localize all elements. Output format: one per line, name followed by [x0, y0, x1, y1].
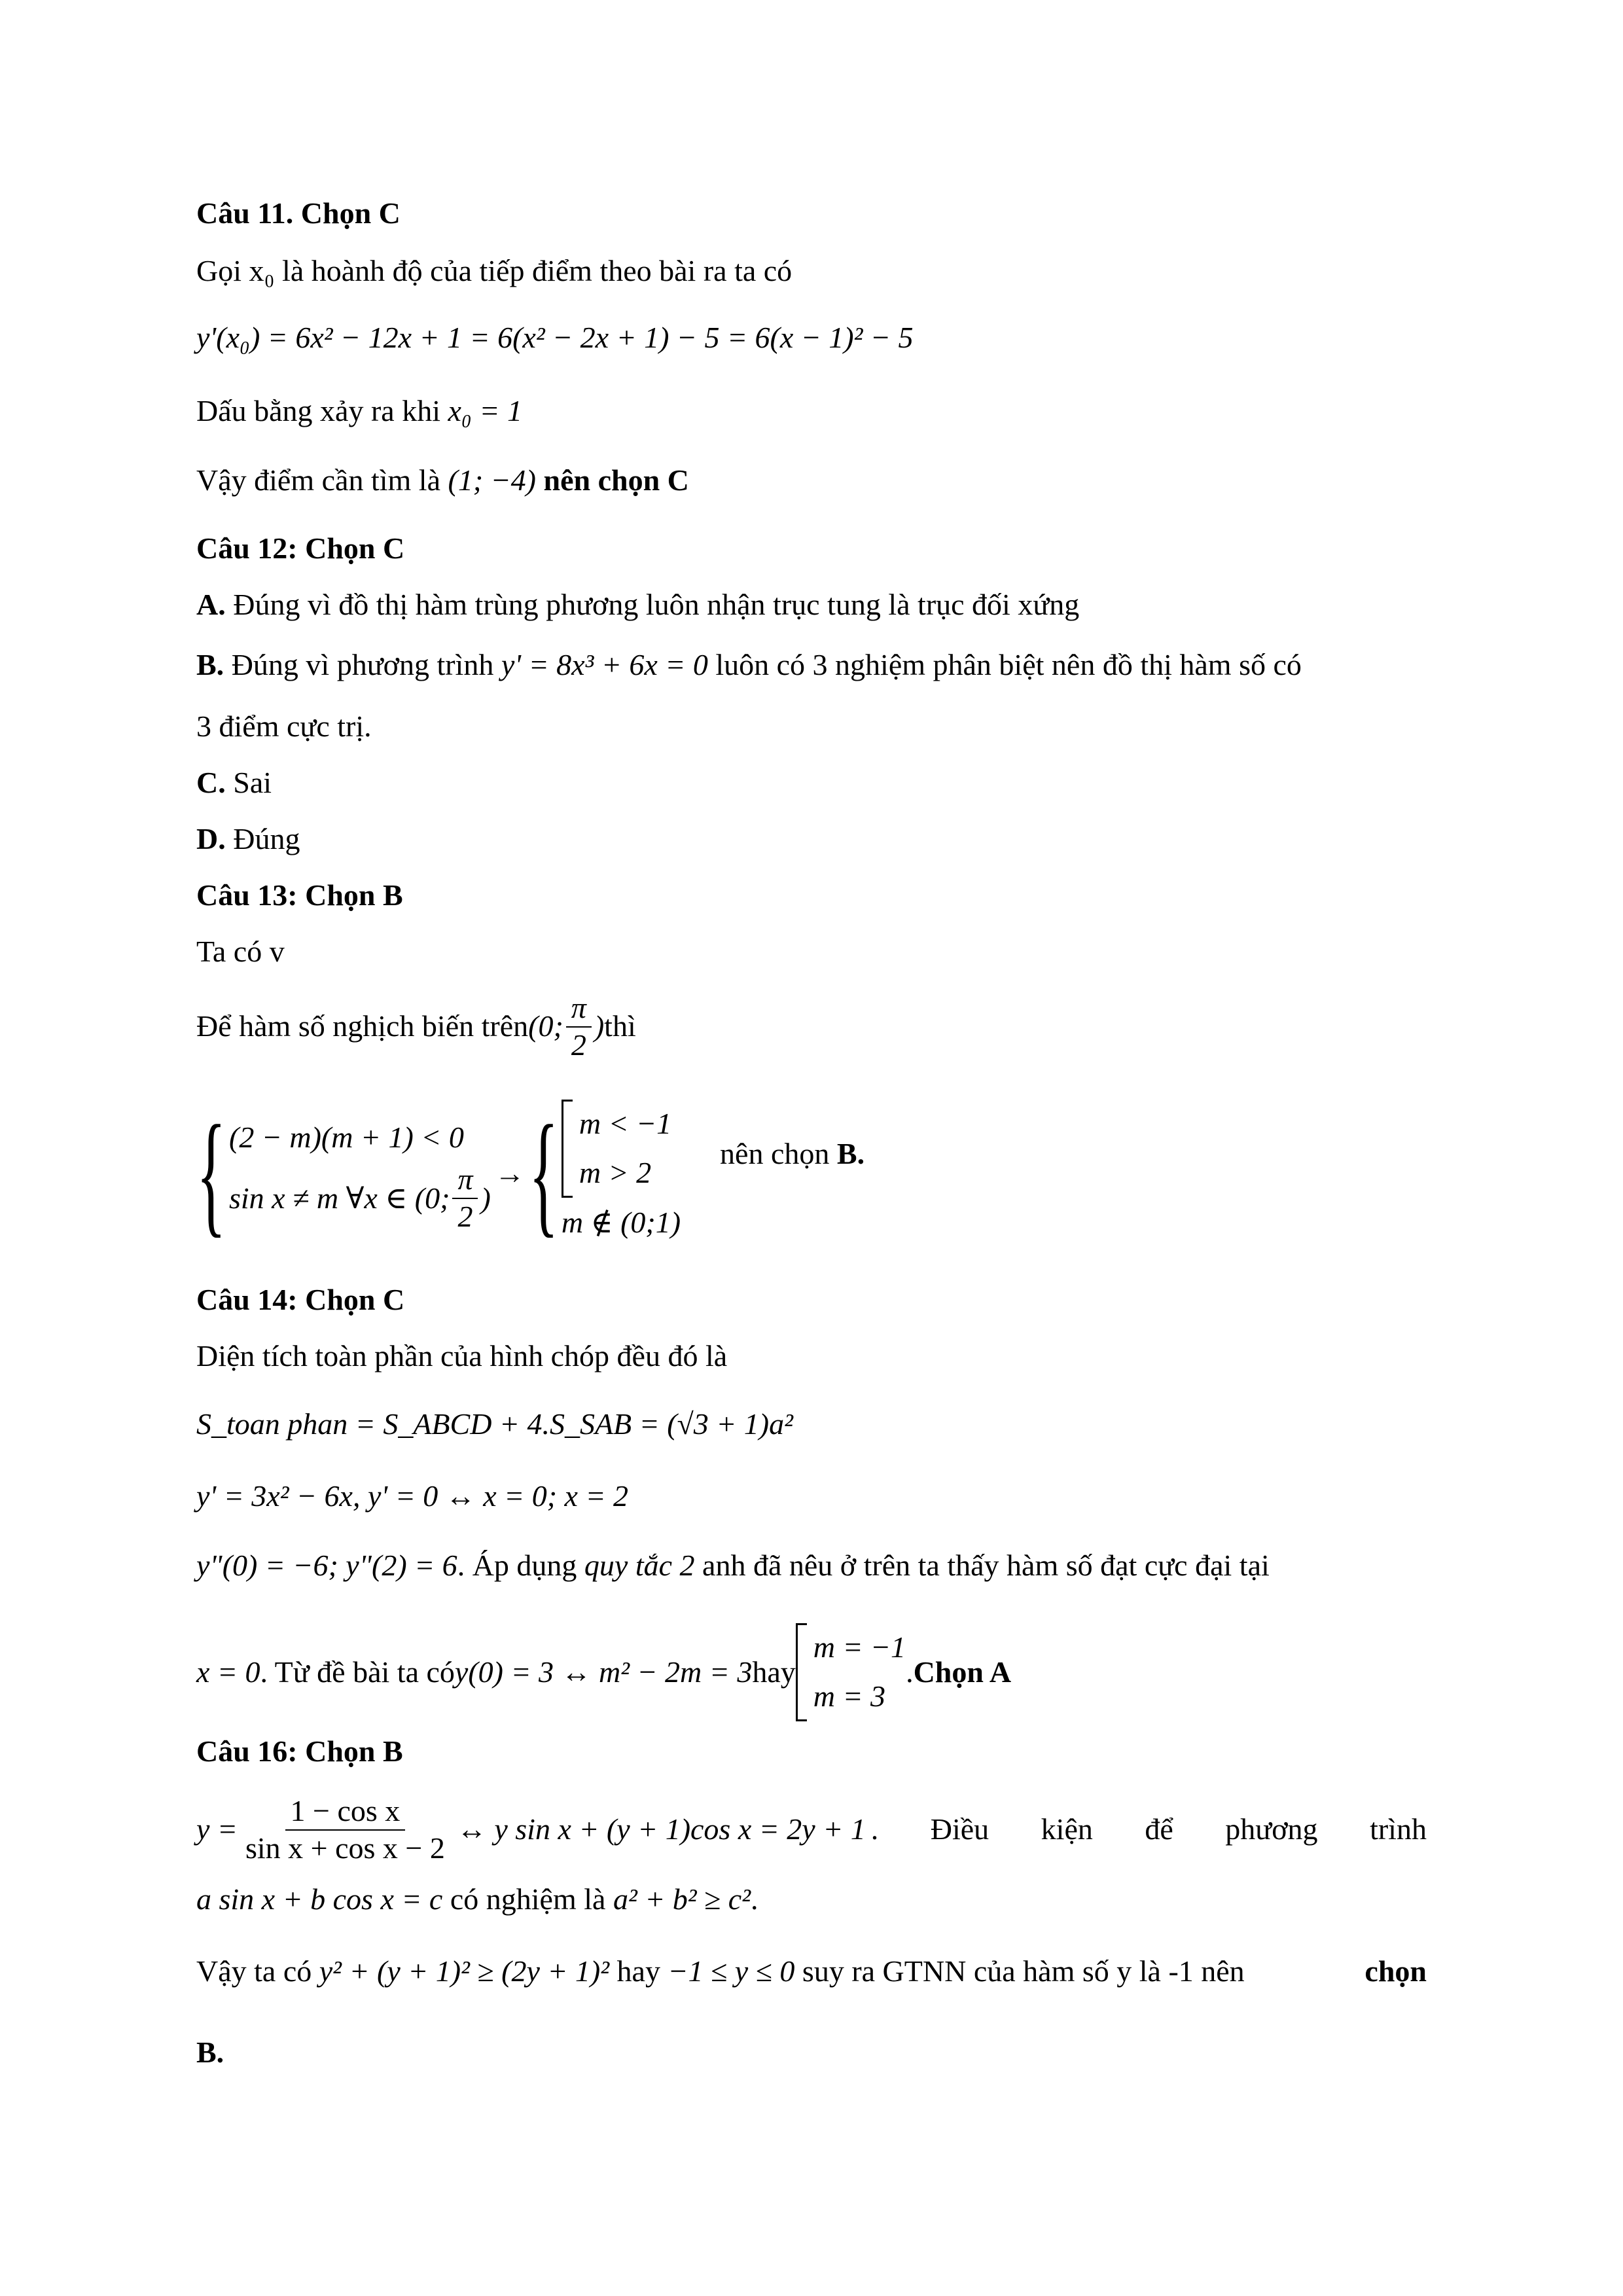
q16-fraction	[240, 1795, 450, 1865]
q12-c-label: C.	[196, 766, 226, 799]
left-brace-icon: {	[196, 1098, 226, 1249]
q16-word: trình	[1370, 1812, 1427, 1846]
q14-line-1: Diện tích toàn phần của hình chóp đều đó là	[196, 1339, 728, 1372]
q16-condition: a² + b² ≥ c²	[613, 1882, 751, 1916]
q14-line-4	[196, 1549, 1270, 1583]
q13-line-1: Ta có v	[196, 935, 285, 968]
q13-interval-close: )	[594, 1009, 605, 1043]
q13-fraction-numerator: π	[566, 992, 592, 1028]
q16-line-1	[196, 1795, 1427, 1865]
implies-arrow-icon: →	[494, 1156, 525, 1190]
q13-result-2: m > 2	[579, 1156, 652, 1190]
q14-case-1: m = −1	[813, 1630, 906, 1664]
q11-line-1: Gọi x₀ là hoành độ của tiếp điểm theo bài ra ta có	[196, 254, 793, 287]
q11-line-4-math: (1; −4)	[448, 463, 536, 497]
q14-line-5-dot: .	[906, 1655, 914, 1689]
q12-a-label: A.	[196, 588, 226, 621]
q13-system	[196, 1100, 865, 1247]
q12-option-d	[196, 822, 300, 857]
q12-b-math: y' = 8x³ + 6x = 0	[501, 648, 708, 681]
q14-line-4-tail: anh đã nêu ở trên ta thấy hàm số đạt cực đại tại	[694, 1549, 1270, 1582]
q13-conclusion	[720, 1137, 865, 1172]
q13-system-row-2-math: sin x ≠ m ∀x ∈ (0;	[229, 1181, 450, 1215]
q16-denominator: sin x + cos x − 2	[245, 1831, 445, 1865]
q13-system-fraction	[452, 1163, 478, 1233]
q14-second-derivative: y"(0) = −6; y"(2) = 6	[196, 1549, 457, 1582]
q16-word: Điều	[930, 1812, 990, 1846]
q13-system-numerator: π	[452, 1163, 478, 1199]
q16-line-2-dot: .	[751, 1882, 758, 1916]
q12-a-text: Đúng vì đồ thị hàm trùng phương luôn nhận trục tung là trục đối xứng	[225, 588, 1080, 621]
q12-b-text-1: Đúng vì phương trình	[224, 648, 501, 681]
bracket-icon	[562, 1100, 573, 1198]
q12-d-label: D.	[196, 822, 226, 855]
q13-system-right	[562, 1100, 681, 1247]
q11-line-4-text: Vậy điểm cần tìm là	[196, 463, 448, 497]
q14-condition: y(0) = 3 ↔ m² − 2m = 3	[454, 1655, 753, 1689]
q16-range: −1 ≤ y ≤ 0	[668, 1954, 795, 1988]
right-brace-icon: {	[528, 1098, 559, 1249]
q16-line-3-text: Vậy ta có	[196, 1954, 319, 1988]
q14-case-2: m = 3	[813, 1679, 886, 1713]
q11-line-4	[196, 463, 689, 498]
q13-system-row-2-close: )	[480, 1181, 491, 1215]
q16-line-3-tail: suy ra GTNN của hàm số y là -1 nên	[794, 1954, 1245, 1988]
q12-option-b	[196, 648, 1302, 683]
bracket-icon	[796, 1623, 807, 1721]
q16-answer: B.	[196, 2036, 224, 2069]
q14-answer: Chọn A	[913, 1655, 1012, 1689]
q13-system-denominator: 2	[457, 1200, 473, 1233]
q12-c-text: Sai	[225, 766, 272, 799]
q13-fraction-denominator: 2	[571, 1028, 586, 1062]
q13-line-2-text: Để hàm số nghịch biến trên	[196, 1009, 529, 1043]
q16-inequality: y² + (y + 1)² ≥ (2y + 1)²	[319, 1954, 610, 1988]
q14-line-5-hay: hay	[752, 1655, 796, 1689]
q16-equivalence: ↔ y sin x + (y + 1)cos x = 2y + 1	[456, 1812, 866, 1846]
q12-d-text: Đúng	[225, 822, 300, 855]
q11-equation: y'(x₀) = 6x² − 12x + 1 = 6(x² − 2x + 1) − 5 = 6(x − 1)² − 5	[196, 321, 914, 354]
q14-x-zero: x = 0	[196, 1655, 260, 1689]
q13-system-left	[229, 1113, 491, 1234]
q16-line-3-hay: hay	[609, 1954, 668, 1988]
q14-title: Câu 14: Chọn C	[196, 1283, 405, 1316]
q13-system-row-2	[229, 1162, 491, 1234]
q12-option-a	[196, 588, 1079, 622]
q14-derivative: y' = 3x² − 6x, y' = 0 ↔ x = 0; x = 2	[196, 1479, 628, 1513]
q13-result-1: m < −1	[579, 1107, 672, 1141]
q13-conclusion-answer: B.	[836, 1136, 865, 1170]
q16-y-equals: y =	[196, 1812, 238, 1846]
q12-option-c	[196, 766, 272, 800]
q13-line-2	[196, 992, 636, 1062]
q11-line-3-math: x₀ = 1	[448, 394, 522, 427]
q16-word: kiện	[1041, 1812, 1093, 1846]
q14-area-formula: S_toan phan = S_ABCD + 4.S_SAB = (√3 + 1)a²	[196, 1407, 793, 1441]
q13-system-row-1: (2 − m)(m + 1) < 0	[229, 1120, 464, 1154]
q16-word: để	[1145, 1812, 1173, 1846]
q16-choose: chọn	[1364, 1954, 1427, 1988]
q13-result-3: m ∉ (0;1)	[561, 1205, 681, 1239]
q16-line-2-text: có nghiệm là	[442, 1882, 613, 1916]
q13-line-2-tail: thì	[604, 1009, 636, 1043]
q12-b-text-3: 3 điểm cực trị.	[196, 709, 372, 743]
q16-general-equation: a sin x + b cos x = c	[196, 1882, 443, 1916]
q13-conclusion-text: nên chọn	[720, 1136, 837, 1170]
q14-line-5-text: . Từ đề bài ta có	[260, 1655, 455, 1689]
q14-rule: quy tắc 2	[584, 1549, 695, 1582]
q14-case-group	[796, 1623, 906, 1721]
q16-title: Câu 16: Chọn B	[196, 1734, 403, 1768]
q12-b-text-2: luôn có 3 nghiệm phân biệt nên đồ thị hàm số có	[707, 648, 1302, 681]
q13-interval-open: (0;	[528, 1009, 563, 1043]
q14-line-4-text: . Áp dụng	[457, 1549, 584, 1582]
q11-line-3	[196, 394, 522, 429]
q12-title: Câu 12: Chọn C	[196, 531, 405, 565]
q14-line-5	[196, 1623, 1011, 1721]
q16-line-3	[196, 1954, 1427, 1989]
q11-line-3-text: Dấu bằng xảy ra khi	[196, 394, 448, 427]
q13-pi-half-fraction	[566, 992, 592, 1062]
q16-line-1-text	[871, 1812, 1427, 1847]
q16-word: phương	[1225, 1812, 1318, 1846]
q16-numerator: 1 − cos x	[285, 1795, 406, 1831]
q16-line-2	[196, 1882, 758, 1917]
q12-b-label: B.	[196, 648, 224, 681]
q11-line-4-answer: nên chọn C	[536, 463, 689, 497]
q13-title: Câu 13: Chọn B	[196, 878, 403, 912]
q11-title: Câu 11. Chọn C	[196, 196, 401, 230]
q16-word: .	[870, 1812, 879, 1846]
q13-bracket-group	[562, 1100, 681, 1198]
